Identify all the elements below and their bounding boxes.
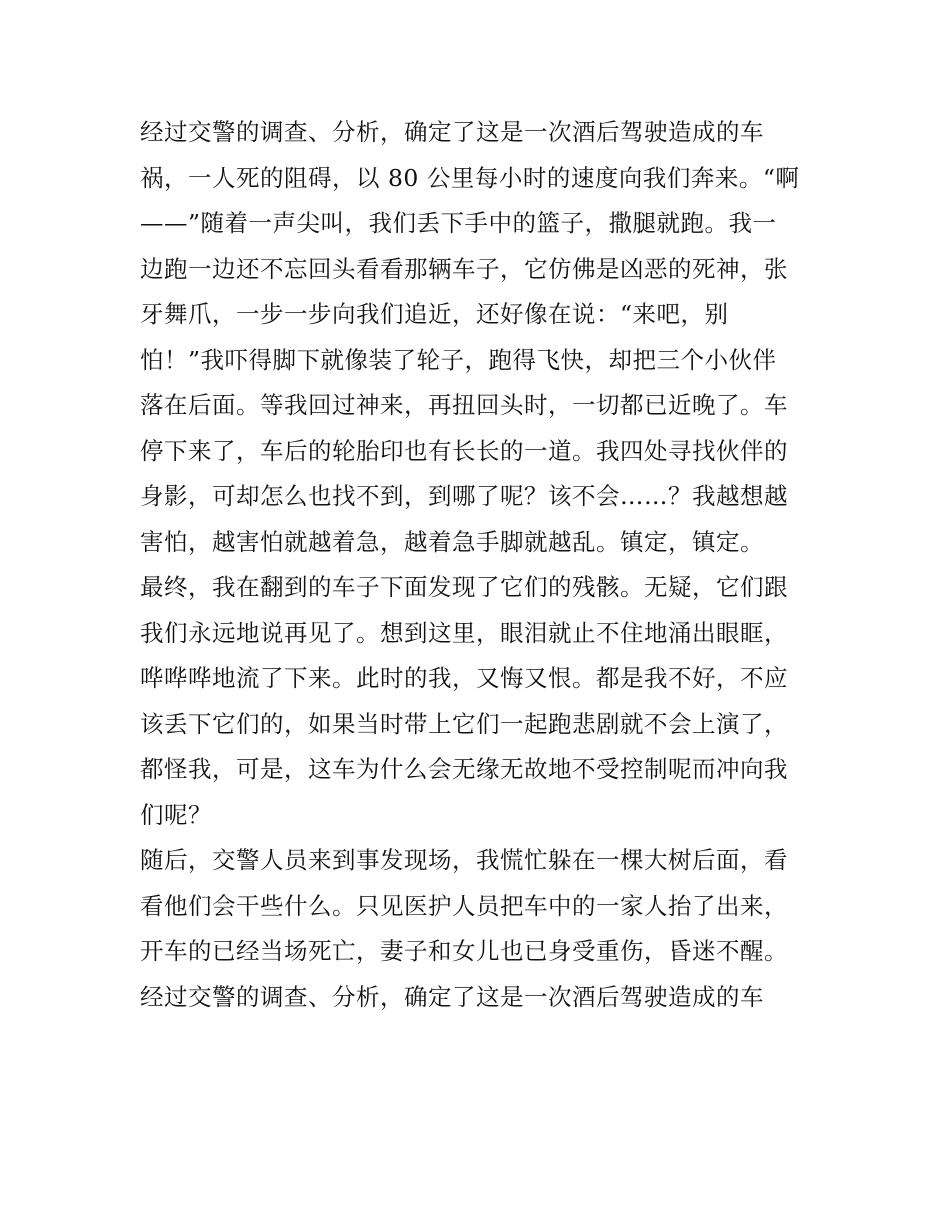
text-line: 经过交警的调查、分析，确定了这是一次酒后驾驶造成的车	[140, 118, 764, 146]
text-line: 经过交警的调查、分析，确定了这是一次酒后驾驶造成的车	[140, 982, 764, 1011]
text-line: 都怪我，可是，这车为什么会无缘无故地不受控制呢而冲向我	[140, 755, 788, 783]
text-line: 害怕，越害怕就越着急，越着急手脚就越乱。镇定，镇定。	[140, 527, 764, 556]
text-line: 最终，我在翻到的车子下面发现了它们的残骸。无疑，它们跟	[140, 573, 788, 601]
text-line: 边跑一边还不忘回头看看那辆车子，它仿佛是凶恶的死神，张	[140, 254, 788, 283]
text-line: 们呢？	[140, 800, 212, 829]
text-line: 停下来了，车后的轮胎印也有长长的一道。我四处寻找伙伴的	[140, 436, 788, 465]
body-text	[140, 110, 820, 1020]
text-line: 该丢下它们的，如果当时带上它们一起跑悲剧就不会上演了，	[140, 709, 788, 738]
text-line: 哗哗哗地流了下来。此时的我，又悔又恨。都是我不好，不应	[140, 664, 788, 692]
text-line: 落在后面。等我回过神来，再扭回头时，一切都已近晚了。车	[140, 391, 788, 419]
text-line: 我们永远地说再见了。想到这里，眼泪就止不住地涌出眼眶，	[140, 618, 788, 647]
text-line: 随后，交警人员来到事发现场，我慌忙躲在一棵大树后面，看	[140, 846, 788, 874]
text-line: 怕！”我吓得脚下就像装了轮子，跑得飞快，却把三个小伙伴	[140, 345, 777, 374]
text-line: 祸，一人死的阻碍，以 80 公里每小时的速度向我们奔来。“啊	[140, 163, 800, 192]
text-line: 开车的已经当场死亡，妻子和女儿也已身受重伤，昏迷不醒。	[140, 937, 788, 965]
text-line: 身影，可却怎么也找不到，到哪了呢？该不会……？我越想越	[140, 482, 788, 510]
text-line: 看他们会干些什么。只见医护人员把车中的一家人抬了出来，	[140, 891, 788, 920]
text-line: ——”随着一声尖叫，我们丢下手中的篮子，撒腿就跑。我一	[140, 209, 777, 237]
text-line: 牙舞爪，一步一步向我们追近，还好像在说：“来吧，别	[140, 300, 729, 328]
